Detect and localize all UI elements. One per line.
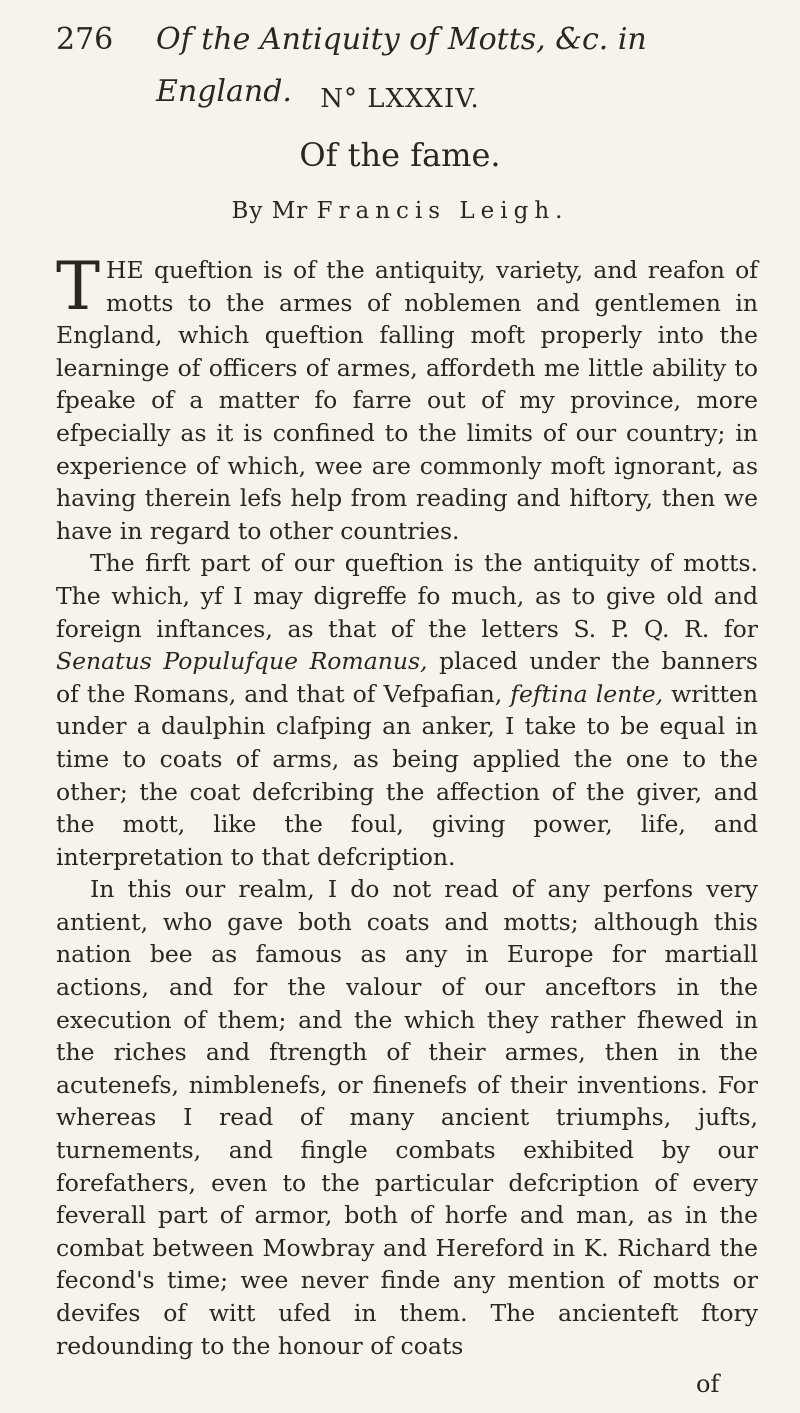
section-number: N° LXXXIV. [320, 84, 480, 114]
page-number: 276 [56, 22, 114, 57]
paragraph-2-italic-b: feftina lente, [510, 679, 664, 708]
drop-cap: T [56, 248, 101, 325]
paragraph-3: In this our realm, I do not read of any perfons very antient, who gave both coats and motts; although this nation bee as famous as any in Europe for martiall actions, and for the valour of our anceftors in the execution of them; and the which they rather fhewed in the riches and ftrength of their armes, then in the acutenefs, nimblenefs, or finenefs of their inventions. For whereas I read of many ancient triumphs, jufts, turnements, and fingle combats exhibited by our forefathers, even to the particular defcription of every feverall part of armor, both of horfe and man, as in the combat between Mowbray and Hereford in K. Richard the fecond's time; wee never finde any mention of motts or devifes of witt ufed in them. The ancienteft ftory redounding to the honour of coats [56, 875, 758, 1360]
paragraph-2-italic-a: Senatus Populufque Romanus, [56, 647, 428, 676]
paragraph-2-part-b: placed under the banners of the Romans, and that of Vefpafian, [56, 647, 758, 708]
body-text [56, 248, 758, 1362]
byline-prefix: By Mr [231, 198, 309, 224]
byline-author: Francis Leigh. [316, 198, 569, 224]
paragraph-2-part-c: written under a daulphin clafping an anker, I take to be equal in time to coats of arms, as being applied the one to the other; the coat defcribing the affection of the giver, and the mott, like the foul, giving power, life, and interpretation to that defcription. [56, 679, 758, 871]
running-title: Of the Antiquity of Motts, &c. in England. [156, 22, 647, 109]
author-byline [0, 198, 800, 224]
paragraph-2-part-a: The firft part of our queftion is the antiquity of motts. The which, yf I may digreffe fo much, as to give old and foreign inftances, as that of the letters S. P. Q. R. for [56, 549, 758, 643]
paragraph-2 [56, 547, 758, 873]
catchword: of [696, 1370, 720, 1398]
section-subtitle: Of the fame. [299, 136, 501, 174]
paragraph-1 [56, 248, 758, 547]
paragraph-1-text: HE queftion is of the antiquity, variety, and reafon of motts to the armes of noblemen and gentlemen in England, which queftion falling moft properly into the learninge of officers of armes, affordeth me little ability to fpeake of a matter fo farre out of my province, more efpecially as it is confined to the limits of our country; in experience of which, wee are commonly moft ignorant, as having therein lefs help from reading and hiftory, then we have in regard to other countries. [56, 256, 758, 545]
